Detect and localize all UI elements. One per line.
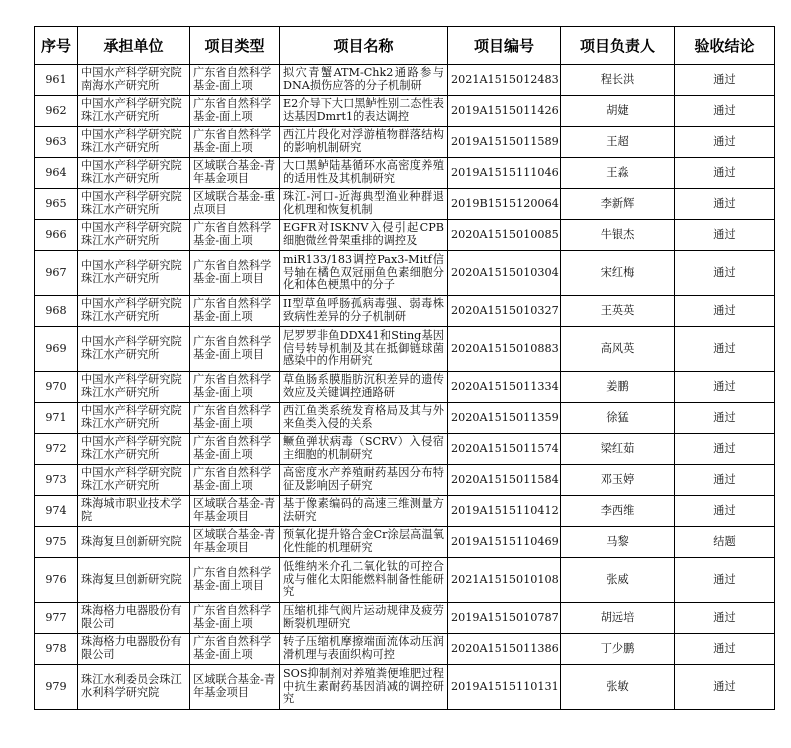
table-row [35, 527, 775, 558]
cell-lead: 张威 [561, 558, 675, 603]
cell-code: 2019A1515010787 [448, 603, 561, 634]
table-row [35, 372, 775, 403]
cell-name: 鳜鱼弹状病毒（SCRV）入侵宿主细胞的机制研究 [280, 434, 448, 465]
table-row [35, 127, 775, 158]
cell-name: 西江片段化对浮游植物群落结构的影响机制研究 [280, 127, 448, 158]
cell-code: 2019A1515111046 [448, 158, 561, 189]
cell-seq: 968 [35, 296, 78, 327]
cell-type: 广东省自然科学基金-面上项 [190, 603, 280, 634]
cell-seq: 961 [35, 65, 78, 96]
cell-code: 2020A1515011584 [448, 465, 561, 496]
cell-code: 2020A1515010085 [448, 220, 561, 251]
cell-name: 高密度水产养殖耐药基因分布特征及影响因子研究 [280, 465, 448, 496]
cell-unit: 珠江水利委员会珠江水利科学研究院 [78, 665, 190, 710]
cell-type: 区域联合基金-重点项目 [190, 189, 280, 220]
cell-result: 通过 [675, 403, 775, 434]
header-seq: 序号 [35, 27, 78, 65]
cell-type: 区域联合基金-青年基金项目 [190, 158, 280, 189]
header-name: 项目名称 [280, 27, 448, 65]
cell-type: 区域联合基金-青年基金项目 [190, 665, 280, 710]
cell-unit: 中国水产科学研究院珠江水产研究所 [78, 189, 190, 220]
cell-result: 通过 [675, 603, 775, 634]
table-row [35, 327, 775, 372]
cell-lead: 徐猛 [561, 403, 675, 434]
cell-unit: 中国水产科学研究院珠江水产研究所 [78, 327, 190, 372]
cell-type: 广东省自然科学基金-面上项 [190, 96, 280, 127]
cell-lead: 李新辉 [561, 189, 675, 220]
cell-type: 广东省自然科学基金-面上项 [190, 127, 280, 158]
cell-code: 2020A1515010327 [448, 296, 561, 327]
table-row [35, 65, 775, 96]
header-code: 项目编号 [448, 27, 561, 65]
cell-unit: 中国水产科学研究院珠江水产研究所 [78, 403, 190, 434]
cell-seq: 966 [35, 220, 78, 251]
cell-lead: 姜鹏 [561, 372, 675, 403]
table-row [35, 558, 775, 603]
cell-result: 通过 [675, 372, 775, 403]
cell-result: 通过 [675, 220, 775, 251]
cell-result: 通过 [675, 189, 775, 220]
table-row [35, 189, 775, 220]
cell-result: 通过 [675, 634, 775, 665]
cell-seq: 971 [35, 403, 78, 434]
cell-unit: 珠海复旦创新研究院 [78, 558, 190, 603]
cell-name: 转子压缩机摩擦端面流体动压润滑机理与表面织构可控 [280, 634, 448, 665]
cell-code: 2020A1515010304 [448, 251, 561, 296]
cell-type: 广东省自然科学基金-面上项 [190, 372, 280, 403]
cell-type: 广东省自然科学基金-面上项目 [190, 251, 280, 296]
table-row [35, 603, 775, 634]
cell-unit: 中国水产科学研究院珠江水产研究所 [78, 372, 190, 403]
cell-unit: 中国水产科学研究院珠江水产研究所 [78, 465, 190, 496]
cell-name: 尼罗罗非鱼DDX41和Sting基因信号转导机制及其在抵御链球菌感染中的作用研究 [280, 327, 448, 372]
cell-lead: 宋红梅 [561, 251, 675, 296]
cell-type: 广东省自然科学基金-面上项 [190, 65, 280, 96]
cell-type: 广东省自然科学基金-面上项 [190, 220, 280, 251]
cell-name: 基于像素编码的高速三维测量方法研究 [280, 496, 448, 527]
cell-result: 通过 [675, 665, 775, 710]
cell-lead: 梁红茹 [561, 434, 675, 465]
cell-type: 广东省自然科学基金-面上项目 [190, 327, 280, 372]
cell-type: 广东省自然科学基金-面上项目 [190, 558, 280, 603]
cell-unit: 中国水产科学研究院珠江水产研究所 [78, 220, 190, 251]
cell-code: 2019A1515110131 [448, 665, 561, 710]
cell-code: 2021A1515010108 [448, 558, 561, 603]
cell-name: 压缩机排气阀片运动规律及疲劳断裂机理研究 [280, 603, 448, 634]
cell-lead: 王英英 [561, 296, 675, 327]
cell-result: 通过 [675, 158, 775, 189]
cell-lead: 马黎 [561, 527, 675, 558]
table-row [35, 403, 775, 434]
cell-name: 拟穴青蟹ATM-Chk2通路参与DNA损伤应答的分子机制研 [280, 65, 448, 96]
cell-unit: 珠海格力电器股份有限公司 [78, 603, 190, 634]
table-row [35, 296, 775, 327]
cell-lead: 王超 [561, 127, 675, 158]
cell-code: 2020A1515011359 [448, 403, 561, 434]
cell-seq: 967 [35, 251, 78, 296]
cell-code: 2020A1515011574 [448, 434, 561, 465]
cell-seq: 979 [35, 665, 78, 710]
cell-code: 2021A1515012483 [448, 65, 561, 96]
cell-result: 通过 [675, 327, 775, 372]
cell-seq: 969 [35, 327, 78, 372]
cell-code: 2019A1515110412 [448, 496, 561, 527]
cell-lead: 高风英 [561, 327, 675, 372]
cell-code: 2020A1515010883 [448, 327, 561, 372]
table-row [35, 496, 775, 527]
cell-seq: 970 [35, 372, 78, 403]
project-acceptance-table [34, 26, 775, 710]
cell-unit: 珠海格力电器股份有限公司 [78, 634, 190, 665]
cell-name: II型草鱼呼肠孤病毒强、弱毒株致病性差异的分子机制研 [280, 296, 448, 327]
cell-unit: 珠海复旦创新研究院 [78, 527, 190, 558]
cell-code: 2019A1515110469 [448, 527, 561, 558]
cell-seq: 972 [35, 434, 78, 465]
cell-code: 2020A1515011334 [448, 372, 561, 403]
cell-lead: 邓玉婷 [561, 465, 675, 496]
cell-name: EGFR对ISKNV入侵引起CPB细胞微丝骨架重排的调控及 [280, 220, 448, 251]
cell-seq: 977 [35, 603, 78, 634]
cell-unit: 珠海城市职业技术学院 [78, 496, 190, 527]
header-row [35, 27, 775, 65]
cell-lead: 丁少鹏 [561, 634, 675, 665]
cell-code: 2019A1515011426 [448, 96, 561, 127]
cell-type: 广东省自然科学基金-面上项 [190, 403, 280, 434]
header-result: 验收结论 [675, 27, 775, 65]
cell-seq: 976 [35, 558, 78, 603]
cell-type: 区域联合基金-青年基金项目 [190, 496, 280, 527]
cell-seq: 962 [35, 96, 78, 127]
cell-lead: 胡婕 [561, 96, 675, 127]
cell-name: 大口黑鲈陆基循环水高密度养殖的适用性及其机制研究 [280, 158, 448, 189]
cell-code: 2019A1515011589 [448, 127, 561, 158]
cell-seq: 978 [35, 634, 78, 665]
table-row [35, 434, 775, 465]
table-row [35, 665, 775, 710]
cell-name: 西江鱼类系统发育格局及其与外来鱼类入侵的关系 [280, 403, 448, 434]
cell-result: 通过 [675, 127, 775, 158]
table-row [35, 465, 775, 496]
table-row [35, 96, 775, 127]
cell-lead: 王淼 [561, 158, 675, 189]
cell-seq: 963 [35, 127, 78, 158]
header-lead: 项目负责人 [561, 27, 675, 65]
cell-result: 通过 [675, 465, 775, 496]
cell-unit: 中国水产科学研究院珠江水产研究所 [78, 434, 190, 465]
cell-name: 珠江-河口-近海典型渔业种群退化机理和恢复机制 [280, 189, 448, 220]
table-row [35, 251, 775, 296]
cell-name: 低维纳米介孔二氧化钛的可控合成与催化太阳能燃料制备性能研究 [280, 558, 448, 603]
cell-lead: 李西维 [561, 496, 675, 527]
cell-seq: 973 [35, 465, 78, 496]
cell-unit: 中国水产科学研究院南海水产研究所 [78, 65, 190, 96]
cell-result: 通过 [675, 496, 775, 527]
cell-unit: 中国水产科学研究院珠江水产研究所 [78, 251, 190, 296]
cell-name: miR133/183调控Pax3-Mitf信号轴在橘色双冠丽鱼色素细胞分化和体色梗黑中的分子 [280, 251, 448, 296]
cell-result: 通过 [675, 296, 775, 327]
cell-result: 通过 [675, 558, 775, 603]
cell-name: 草鱼肠系膜脂肪沉积差异的遗传效应及关键调控通路研 [280, 372, 448, 403]
cell-type: 区域联合基金-青年基金项目 [190, 527, 280, 558]
cell-unit: 中国水产科学研究院珠江水产研究所 [78, 127, 190, 158]
cell-type: 广东省自然科学基金-面上项 [190, 296, 280, 327]
table-row [35, 220, 775, 251]
cell-type: 广东省自然科学基金-面上项 [190, 634, 280, 665]
cell-result: 通过 [675, 96, 775, 127]
cell-type: 广东省自然科学基金-面上项 [190, 434, 280, 465]
cell-seq: 964 [35, 158, 78, 189]
cell-lead: 张敏 [561, 665, 675, 710]
table-row [35, 158, 775, 189]
cell-lead: 牛银杰 [561, 220, 675, 251]
table-row [35, 634, 775, 665]
cell-name: 预氧化提升铬合金Cr涂层高温氧化性能的机理研究 [280, 527, 448, 558]
cell-lead: 程长洪 [561, 65, 675, 96]
cell-name: SOS抑制剂对养殖粪便堆肥过程中抗生素耐药基因消减的调控研究 [280, 665, 448, 710]
header-type: 项目类型 [190, 27, 280, 65]
cell-result: 通过 [675, 434, 775, 465]
cell-result: 结题 [675, 527, 775, 558]
cell-seq: 974 [35, 496, 78, 527]
cell-seq: 975 [35, 527, 78, 558]
cell-unit: 中国水产科学研究院珠江水产研究所 [78, 158, 190, 189]
header-unit: 承担单位 [78, 27, 190, 65]
cell-unit: 中国水产科学研究院珠江水产研究所 [78, 96, 190, 127]
cell-result: 通过 [675, 65, 775, 96]
cell-name: E2介导下大口黑鲈性别二态性表达基因Dmrt1的表达调控 [280, 96, 448, 127]
cell-type: 广东省自然科学基金-面上项 [190, 465, 280, 496]
cell-seq: 965 [35, 189, 78, 220]
cell-result: 通过 [675, 251, 775, 296]
cell-code: 2020A1515011386 [448, 634, 561, 665]
cell-lead: 胡远培 [561, 603, 675, 634]
cell-code: 2019B1515120064 [448, 189, 561, 220]
cell-unit: 中国水产科学研究院珠江水产研究所 [78, 296, 190, 327]
